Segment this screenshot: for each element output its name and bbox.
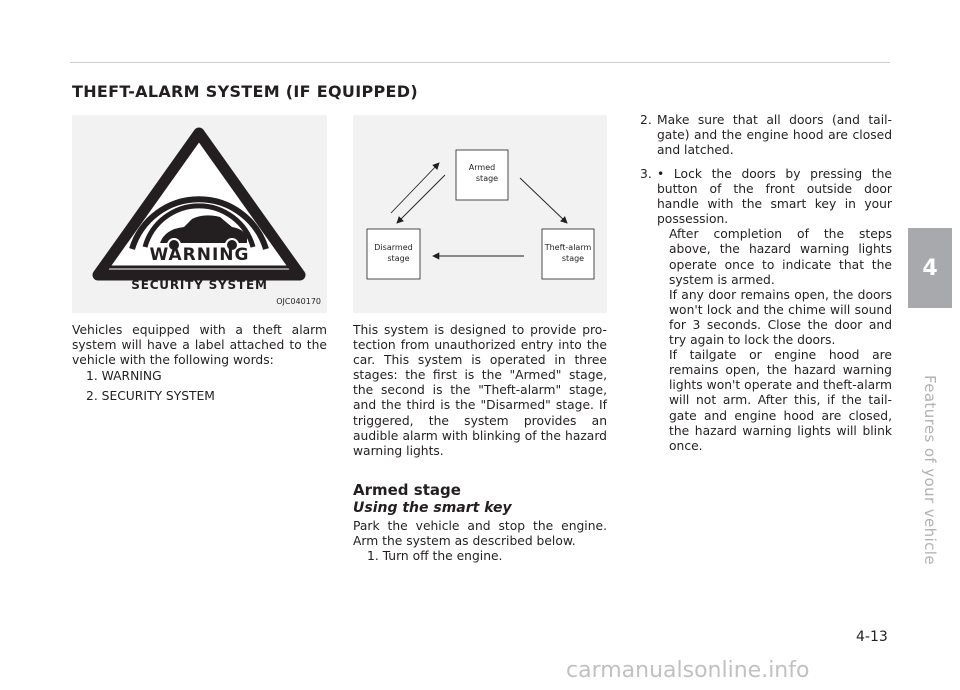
page-title: THEFT-ALARM SYSTEM (IF EQUIPPED) [72,82,418,101]
step-number: 2. [640,113,652,127]
step-number: 3. [640,167,652,181]
chapter-label: Features of your vehicle [921,374,939,566]
arrow-armed-to-theft [520,178,567,223]
description-paragraph: This system is designed to provide pro-tection from unauthorized entry into the car. This system is operated in three stages: the first is the "Armed" stage, the second is the "Theft-alarm" stage, and the third is the "Disarmed" stage. If triggered, the system provides an audible alarm with blinking of the hazard warning lights. [353,323,607,458]
step-3-note-tailgate: If tailgate or engine hood are remains open, the hazard warning lights won't operate and theft-alarm will not arm. After this, if the tail-gate and engine hood are closed, the hazard warning lights will blink once. [669,348,892,453]
step-3 [640,167,892,454]
armed-stage-label: Armed stage [468,163,499,183]
smart-key-subheading: Using the smart key [353,500,512,516]
chapter-tab: 4 [908,228,952,308]
watermark: carmanualsonline.info [566,658,810,683]
list-item: 2. SECURITY SYSTEM [86,389,215,404]
page-number: 4-13 [856,629,888,645]
step-2-text: Make sure that all doors (and tail-gate) and the engine hood are closed and latched. [657,113,892,158]
security-system-text: SECURITY SYSTEM [131,278,268,292]
warning-label-figure [72,115,327,313]
warning-text: WARNING [149,245,250,265]
intro-paragraph: Vehicles equipped with a theft alarm system will have a label attached to the vehicle with the following words: [72,323,327,368]
arm-instructions [353,519,607,564]
header-rule [70,62,890,63]
armed-stage-heading: Armed stage [353,481,461,499]
step-3-note-armed: After completion of the steps above, the hazard warning lights operate once to indicate that the system is armed. [669,227,892,287]
label-words-list [72,369,327,404]
step-2 [640,113,892,158]
list-item: 1. Turn off the engine. [367,549,503,564]
theft-alarm-stage-label: Theft-alarm stage [544,243,592,263]
figure-code: OJC040170 [276,297,321,306]
step-3-note-door-open: If any door remains open, the doors won't lock and the chime will sound for 3 seconds. Close the door and try again to lock the doors. [669,287,892,348]
system-description [353,323,607,459]
step-3-bullet: • Lock the doors by pressing the button of the front outside door handle with the smart key in your possession. [657,167,892,227]
intro-section [72,323,327,409]
list-item: 1. WARNING [86,369,162,384]
disarmed-stage-label: Disarmed stage [374,243,413,263]
arm-paragraph: Park the vehicle and stop the engine. Arm the system as described below. [353,519,607,549]
alarm-stage-diagram [353,115,607,313]
